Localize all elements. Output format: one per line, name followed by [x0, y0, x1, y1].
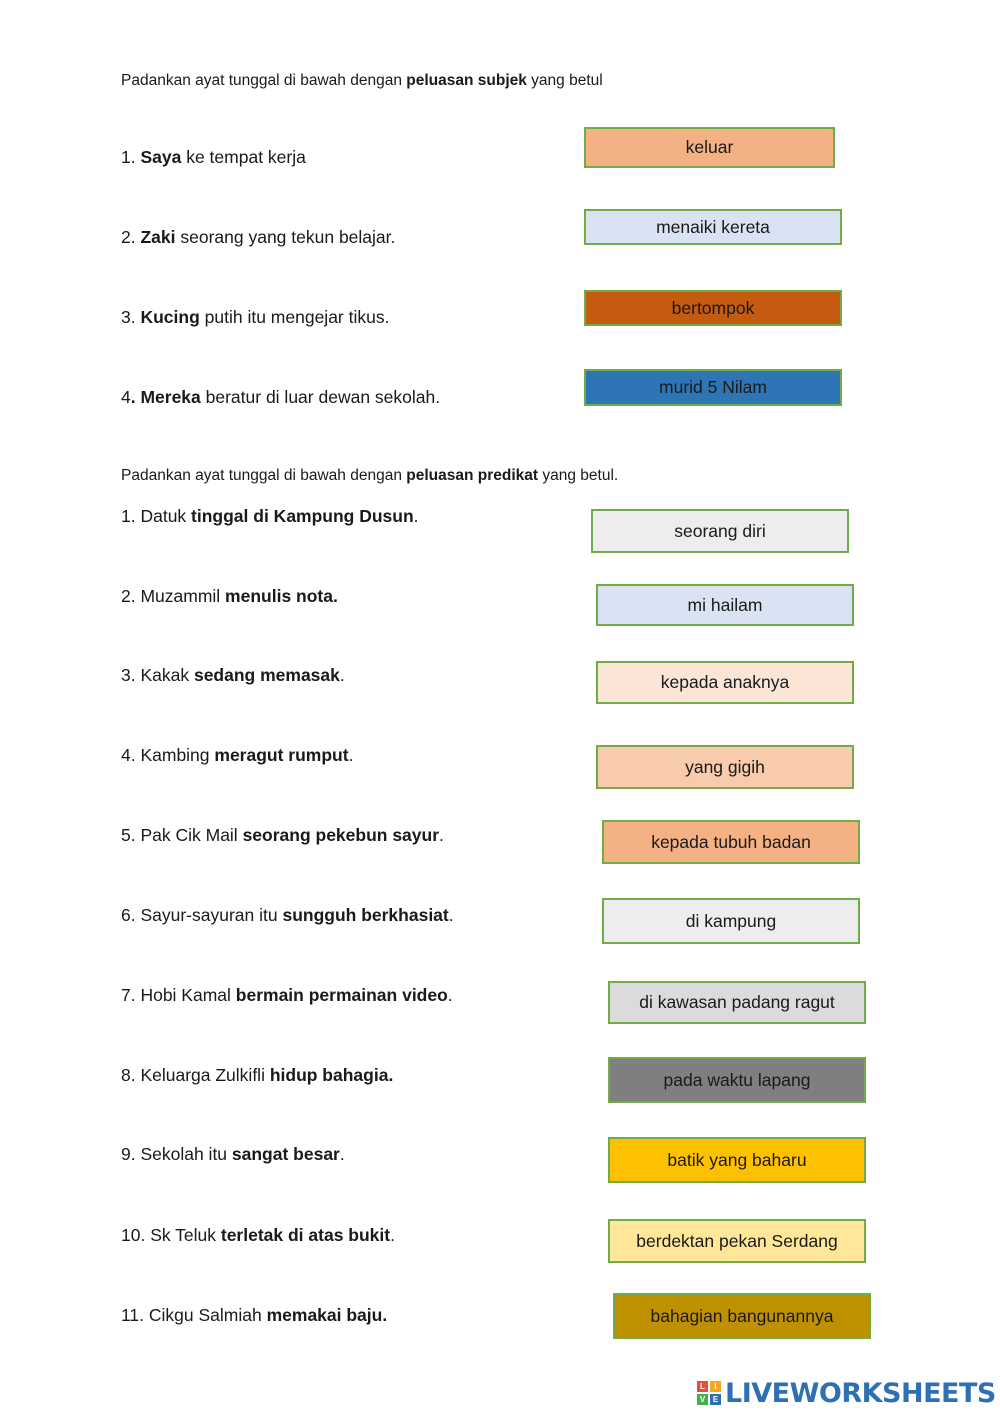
- predikat-option-8[interactable]: pada waktu lapang: [608, 1057, 866, 1103]
- instruction-predikat: Padankan ayat tunggal di bawah dengan peluasan predikat yang betul.: [121, 467, 619, 484]
- subjek-option-2[interactable]: menaiki kereta: [584, 209, 842, 245]
- instruction-subjek: Padankan ayat tunggal di bawah dengan peluasan subjek yang betul: [121, 72, 603, 89]
- predikat-sentence-8: 8. Keluarga Zulkifli hidup bahagia.: [121, 1065, 394, 1085]
- predikat-sentence-11: 11. Cikgu Salmiah memakai baju.: [121, 1305, 388, 1325]
- predikat-sentence-10: 10. Sk Teluk terletak di atas bukit.: [121, 1225, 395, 1245]
- predikat-option-1[interactable]: seorang diri: [591, 509, 849, 553]
- predikat-sentence-9: 9. Sekolah itu sangat besar.: [121, 1144, 345, 1164]
- predikat-sentence-1: 1. Datuk tinggal di Kampung Dusun.: [121, 506, 419, 526]
- liveworksheets-logo-text: LIVEWORKSHEETS: [725, 1377, 996, 1409]
- predikat-option-7[interactable]: di kawasan padang ragut: [608, 981, 866, 1024]
- predikat-sentence-5: 5. Pak Cik Mail seorang pekebun sayur.: [121, 825, 444, 845]
- subjek-sentence-1: 1. Saya ke tempat kerja: [121, 147, 306, 167]
- predikat-option-4[interactable]: yang gigih: [596, 745, 854, 789]
- predikat-option-11[interactable]: bahagian bangunannya: [613, 1293, 871, 1339]
- predikat-sentence-6: 6. Sayur-sayuran itu sungguh berkhasiat.: [121, 905, 454, 925]
- subjek-sentence-3: 3. Kucing putih itu mengejar tikus.: [121, 307, 390, 327]
- predikat-sentence-3: 3. Kakak sedang memasak.: [121, 665, 345, 685]
- subjek-sentence-2: 2. Zaki seorang yang tekun belajar.: [121, 227, 396, 247]
- predikat-option-5[interactable]: kepada tubuh badan: [602, 820, 860, 864]
- predikat-option-9[interactable]: batik yang baharu: [608, 1137, 866, 1183]
- liveworksheets-logo-icon: L I V E: [697, 1381, 721, 1405]
- subjek-sentence-4: 4. Mereka beratur di luar dewan sekolah.: [121, 387, 441, 407]
- predikat-option-10[interactable]: berdektan pekan Serdang: [608, 1219, 866, 1263]
- liveworksheets-logo: [697, 1377, 996, 1409]
- subjek-option-4[interactable]: murid 5 Nilam: [584, 369, 842, 406]
- predikat-option-3[interactable]: kepada anaknya: [596, 661, 854, 704]
- predikat-option-6[interactable]: di kampung: [602, 898, 860, 944]
- predikat-option-2[interactable]: mi hailam: [596, 584, 854, 626]
- predikat-sentence-7: 7. Hobi Kamal bermain permainan video.: [121, 985, 453, 1005]
- subjek-option-1[interactable]: keluar: [584, 127, 835, 168]
- predikat-sentence-2: 2. Muzammil menulis nota.: [121, 586, 338, 606]
- predikat-sentence-4: 4. Kambing meragut rumput.: [121, 745, 354, 765]
- subjek-option-3[interactable]: bertompok: [584, 290, 842, 326]
